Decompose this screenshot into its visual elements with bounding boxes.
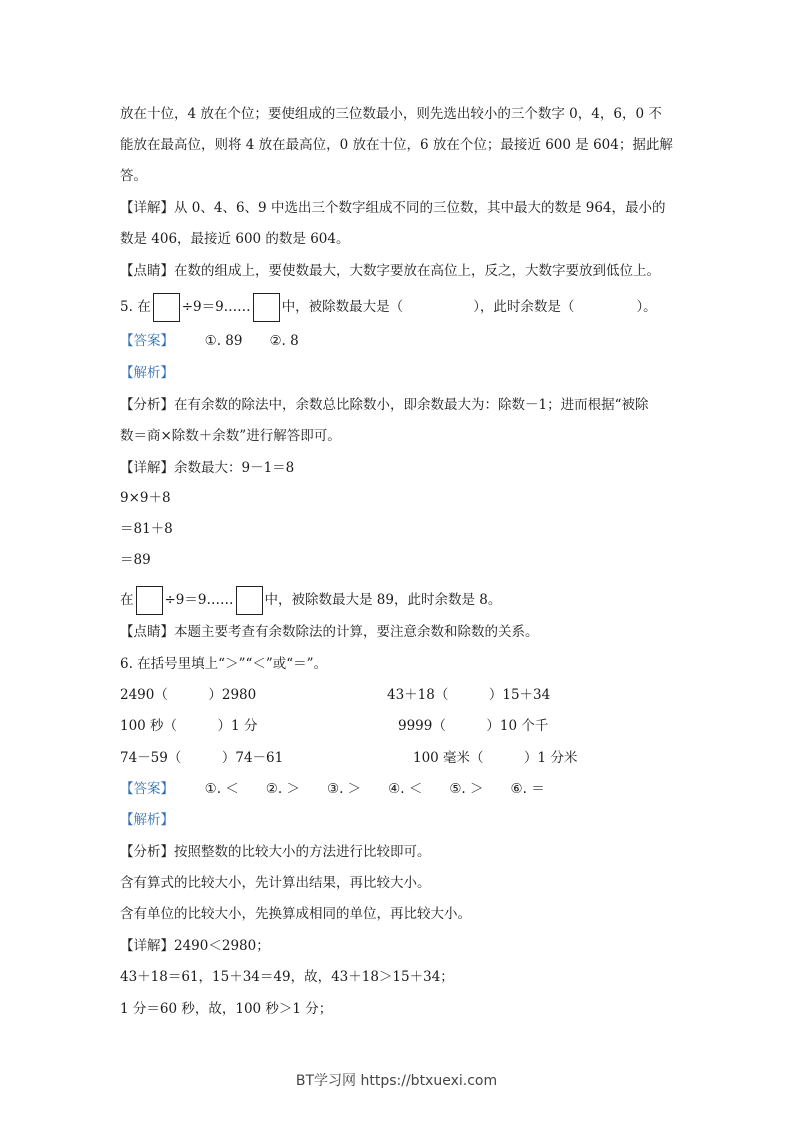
q5-post: 中，被除数最大是（ — [281, 299, 404, 315]
q6-item: 9999（ ）10 个千 — [398, 718, 549, 734]
q6-note-2: 含有单位的比较大小，先换算成相同的单位，再比较大小。 — [120, 906, 471, 922]
q6-answer — [120, 779, 545, 799]
q6-item: 100 毫米（ ）1 分米 — [413, 750, 578, 766]
q6-item: 43＋18（ ）15＋34 — [387, 687, 551, 703]
answer-label: 【答案】 — [120, 781, 174, 797]
q5-end: ）。 — [636, 299, 657, 315]
q5-number: 5. — [120, 299, 133, 315]
q6-note-1: 含有算式的比较大小，先计算出结果，再比较大小。 — [120, 875, 431, 891]
answer-box — [236, 586, 263, 615]
q5-analysis-label: 【解析】 — [120, 365, 174, 381]
intro-detail-2: 数是 406，最接近 600 的数是 604。 — [120, 231, 350, 247]
intro-line-1: 放在十位，4 放在个位；要使组成的三位数最小，则先选出较小的三个数字 0，4，6，0 不 — [120, 106, 662, 122]
q5-pre: 在 — [137, 299, 151, 315]
answer-label: 【答案】 — [120, 333, 174, 349]
q5-post2: ），此时余数是（ — [473, 299, 575, 315]
q5-stem — [120, 293, 657, 322]
q5-calc-3: ＝89 — [120, 552, 151, 568]
q5-conclusion — [120, 586, 501, 615]
q5-calc-1: 9×9＋8 — [120, 490, 171, 506]
q6-detail-2: 43＋18＝61，15＋34＝49，故，43＋18＞15＋34； — [120, 969, 454, 985]
intro-detail-1: 【详解】从 0、4、6、9 中选出三个数字组成不同的三位数，其中最大的数是 964，最小的 — [120, 200, 666, 216]
q6-analysis: 【分析】按照整数的比较大小的方法进行比较即可。 — [120, 844, 431, 860]
intro-line-3: 答。 — [120, 168, 147, 184]
q6-item: 2490（ ）2980 — [120, 687, 257, 703]
intro-tip: 【点睛】在数的组成上，要使数最大，大数字要放在高位上，反之，大数字要放到低位上。 — [120, 263, 660, 279]
footer-watermark: BT学习网 https://btxuexi.com — [295, 1073, 498, 1089]
answer-box — [253, 293, 280, 322]
answer-text: ①. ＜ ②. ＞ ③. ＞ ④. ＜ ⑤. ＞ ⑥. ＝ — [204, 781, 545, 797]
answer-box — [136, 586, 163, 615]
q5-calc-2: ＝81＋8 — [120, 521, 173, 537]
q5-analysis-1: 【分析】在有余数的除法中，余数总比除数小，即余数最大为：除数－1；进而根据“被除 — [120, 397, 649, 413]
answer-text: ①. 89 ②. 8 — [204, 333, 299, 349]
q6-item: 74－59（ ）74－61 — [120, 750, 284, 766]
q5-concl-post: 中，被除数最大是 89，此时余数是 8。 — [264, 592, 502, 608]
q6-item: 100 秒（ ）1 分 — [120, 718, 258, 734]
q5-analysis-2: 数＝商×除数＋余数”进行解答即可。 — [120, 428, 341, 444]
q5-concl-pre: 在 — [120, 592, 134, 608]
q5-concl-mid: ÷9＝9…… — [164, 592, 234, 608]
q5-detail: 【详解】余数最大：9－1＝8 — [120, 460, 295, 476]
intro-line-2: 能放在最高位，则将 4 放在最高位，0 放在十位，6 放在个位；最接近 600 是 604；据此解 — [120, 137, 673, 153]
answer-box — [153, 293, 180, 322]
q6-detail-3: 1 分＝60 秒，故，100 秒＞1 分； — [120, 1001, 333, 1017]
q6-analysis-label: 【解析】 — [120, 812, 174, 828]
q5-answer — [120, 331, 299, 351]
q5-tip: 【点睛】本题主要考查有余数除法的计算，要注意余数和除数的关系。 — [120, 624, 539, 640]
q6-stem: 6. 在括号里填上“＞”“＜”或“＝”。 — [120, 656, 328, 672]
q5-mid: ÷9＝9…… — [181, 299, 251, 315]
q6-detail-1: 【详解】2490＜2980； — [120, 938, 270, 954]
